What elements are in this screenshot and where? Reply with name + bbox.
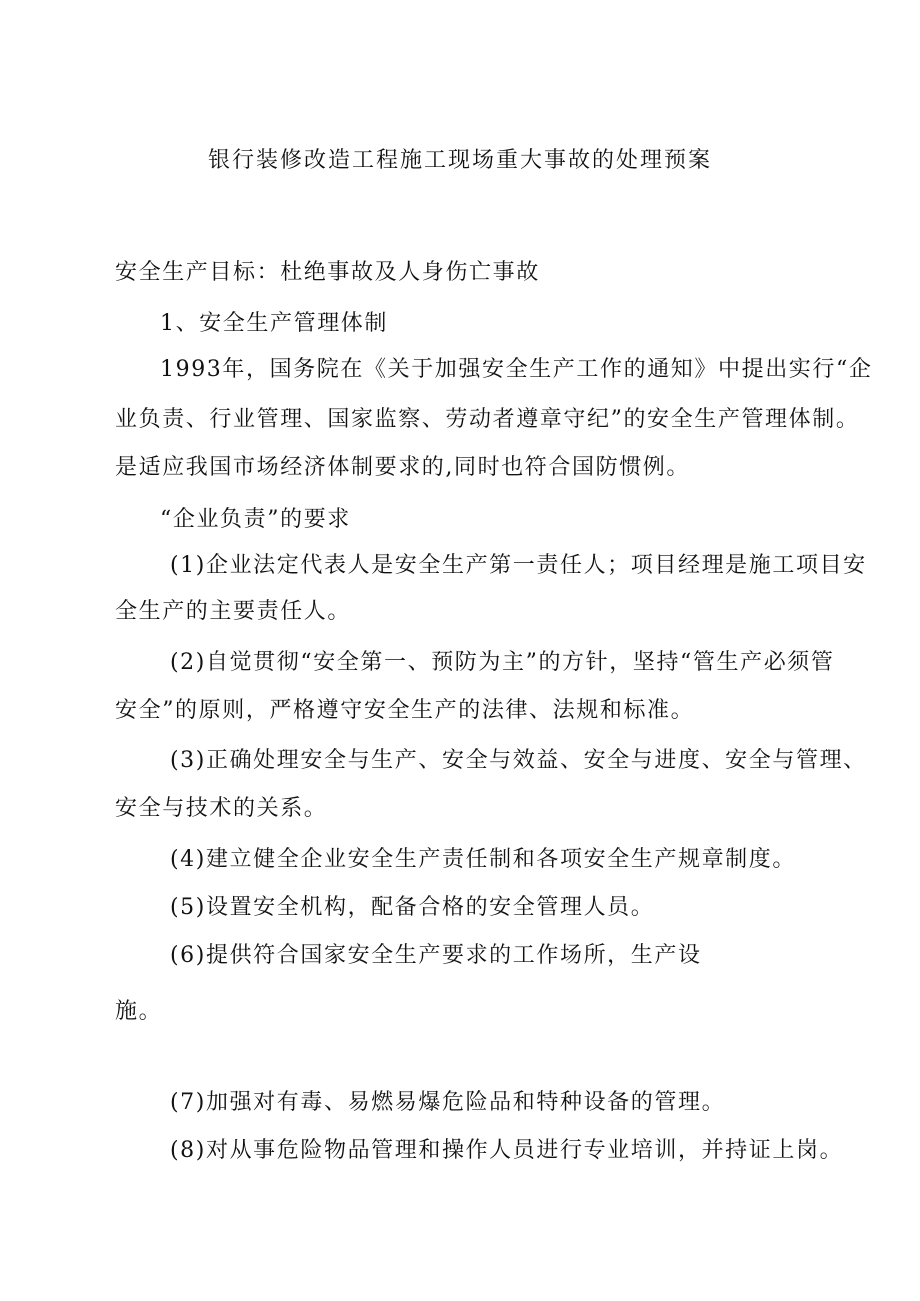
- list-item: (8)对从事危险物品管理和操作人员进行专业培训，并持证上岗。: [170, 1138, 844, 1163]
- document-title: 银行装修改造工程施工现场重大事故的处理预案: [207, 148, 712, 173]
- list-item: (4)建立健全企业安全生产责任制和各项安全生产规章制度。: [170, 847, 796, 872]
- subheading: “企业负责”的要求: [160, 507, 351, 532]
- list-item-continuation: 施。: [115, 999, 163, 1024]
- list-item-continuation: 安全”的原则，严格遵守安全生产的法律、法规和标准。: [115, 698, 695, 723]
- paragraph-line: 业负责、行业管理、国家监察、劳动者遵章守纪”的安全生产管理体制。: [115, 407, 860, 432]
- list-item-continuation: 安全与技术的关系。: [115, 796, 328, 821]
- paragraph-line: 1993年，国务院在《关于加强安全生产工作的通知》中提出实行“企: [160, 357, 873, 382]
- list-item: (5)设置安全机构，配备合格的安全管理人员。: [170, 895, 655, 920]
- list-item: (6)提供符合国家安全生产要求的工作场所，生产设: [170, 943, 702, 968]
- list-item: (3)正确处理安全与生产、安全与效益、安全与进度、安全与管理、: [170, 748, 867, 773]
- paragraph-line: 是适应我国市场经济体制要求的,同时也符合国防惯例。: [115, 455, 690, 480]
- section-heading: 1、安全生产管理体制: [160, 311, 388, 336]
- list-item: (7)加强对有毒、易燃易爆危险品和特种设备的管理。: [170, 1090, 726, 1115]
- list-item: (2)自觉贯彻“安全第一、预防为主”的方针，坚持“管生产必须管: [170, 650, 835, 675]
- list-item-continuation: 全生产的主要责任人。: [115, 599, 352, 624]
- list-item: (1)企业法定代表人是安全生产第一责任人；项目经理是施工项目安: [170, 553, 867, 578]
- safety-goal: 安全生产目标：杜绝事故及人身伤亡事故: [115, 260, 540, 285]
